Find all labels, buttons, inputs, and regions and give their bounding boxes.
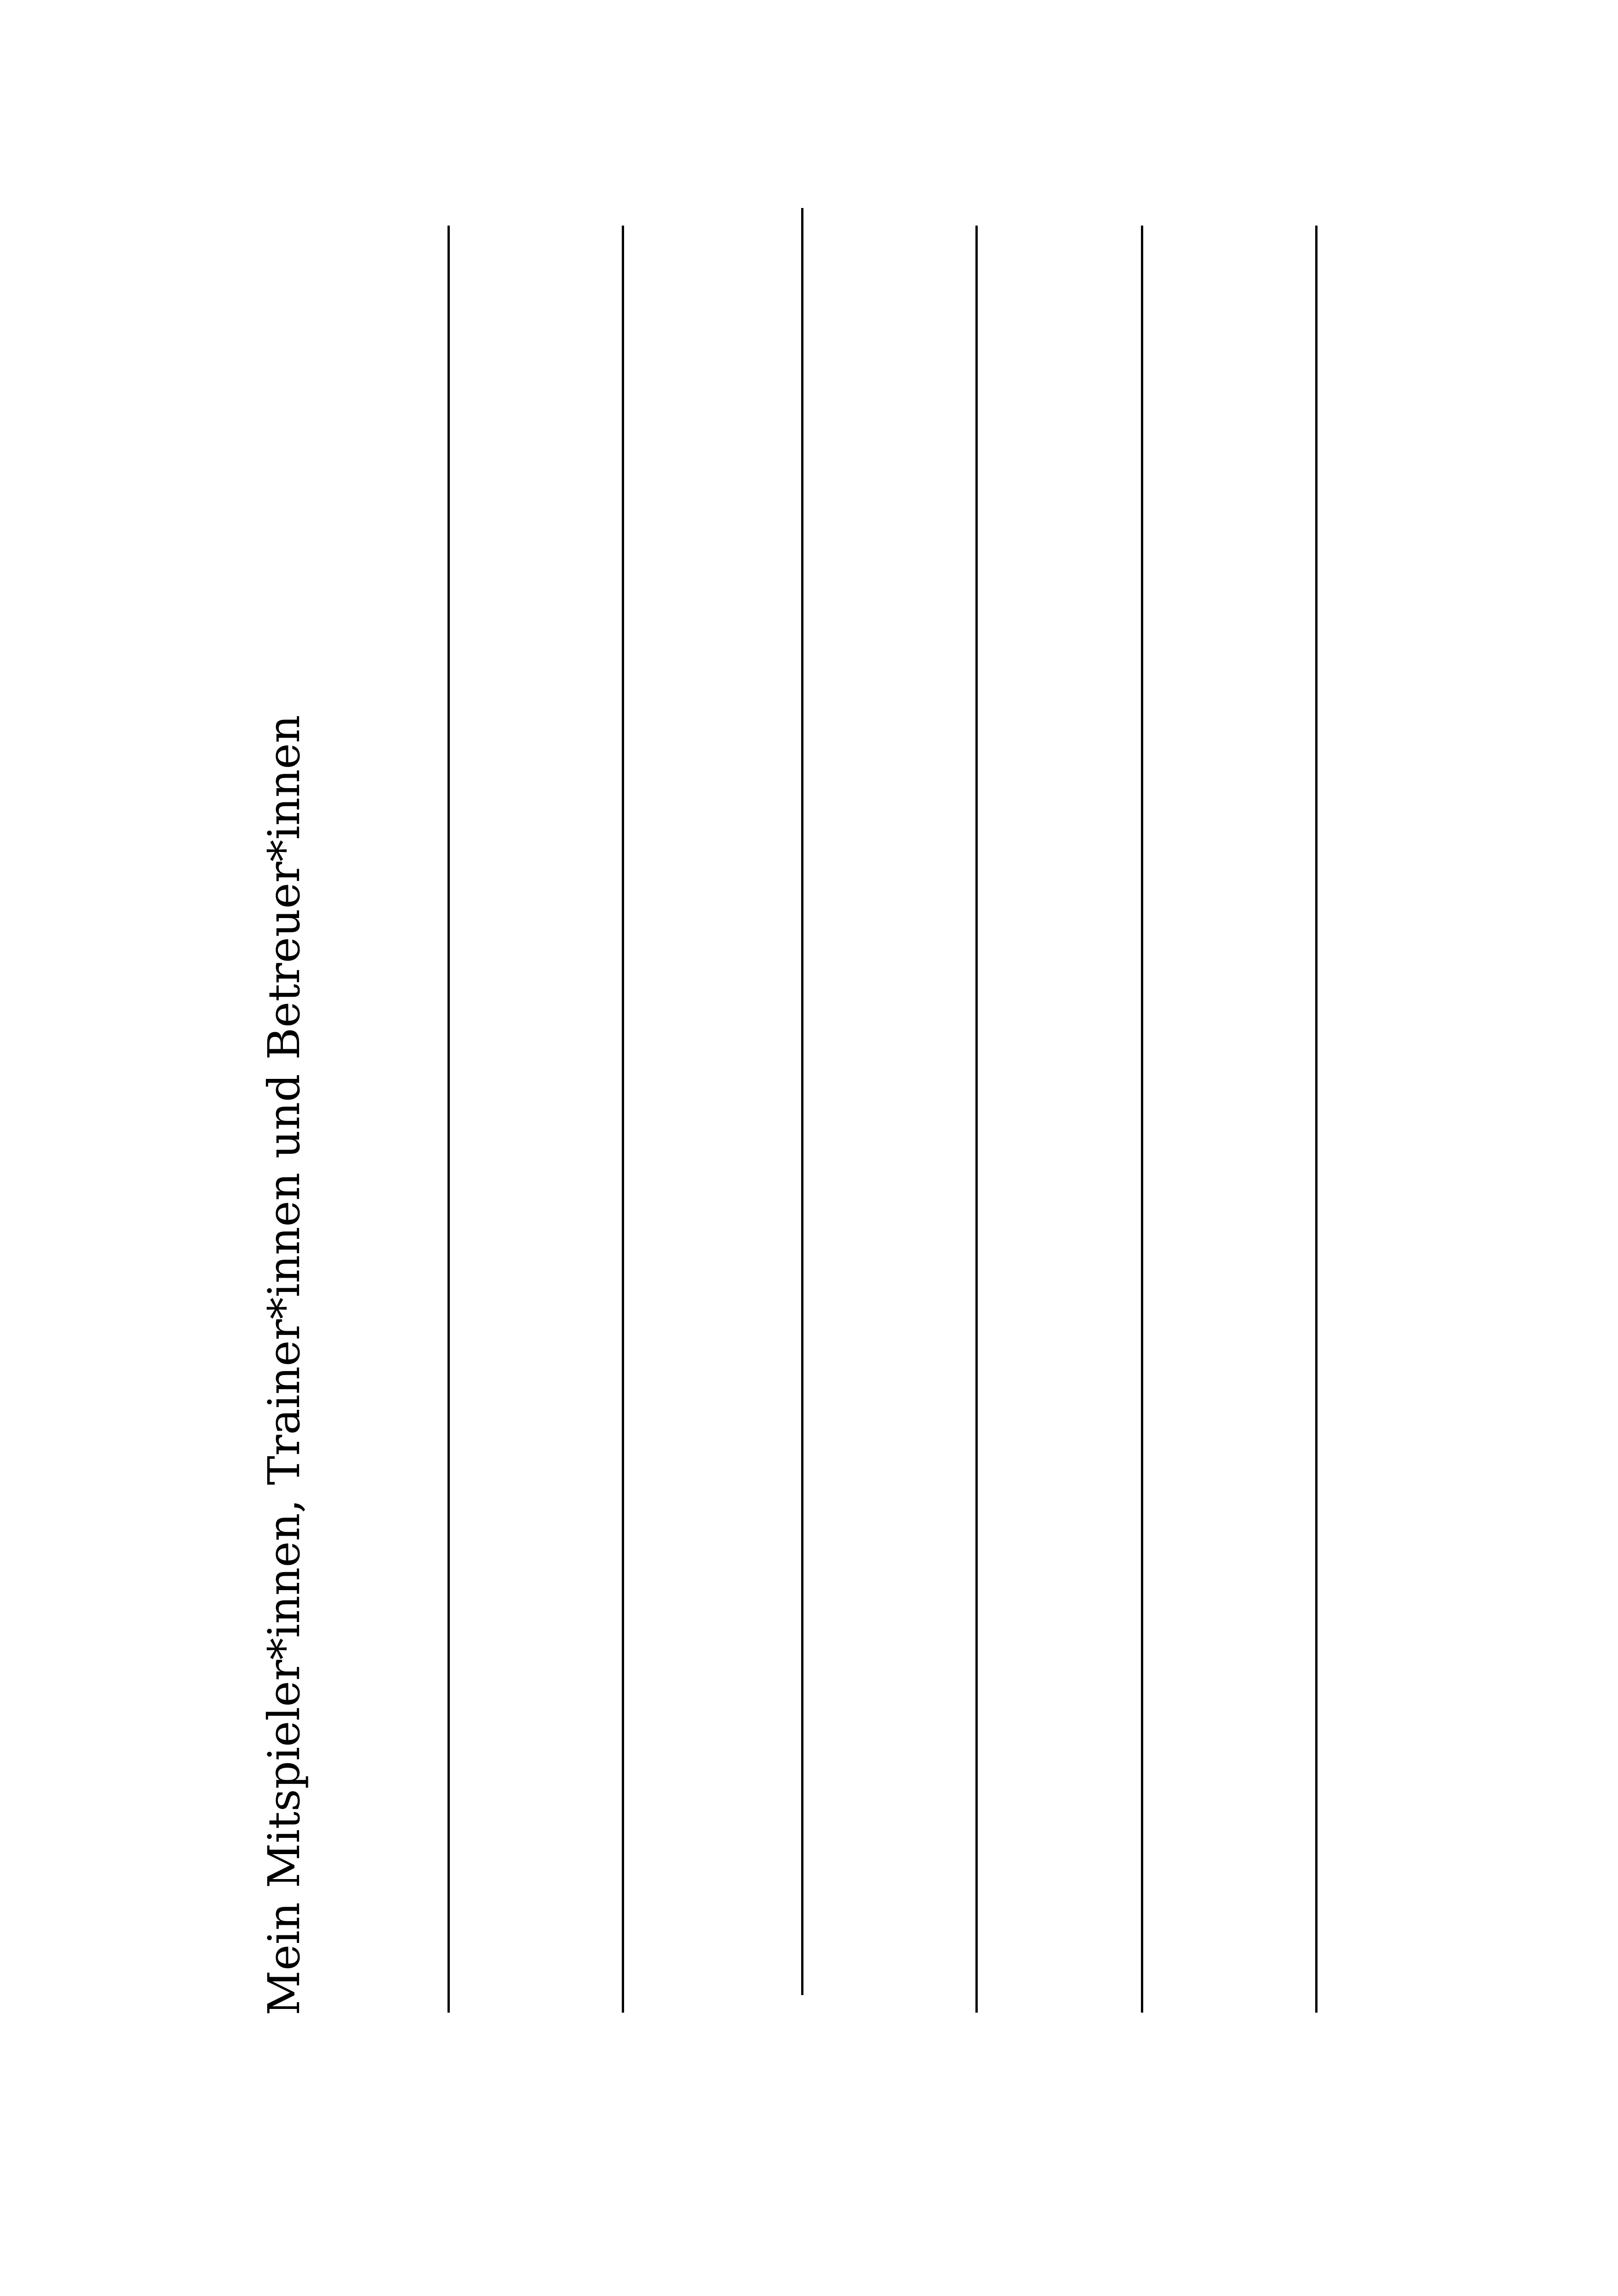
writing-line [622, 226, 624, 2013]
writing-line [447, 226, 450, 2013]
writing-line [975, 226, 978, 2013]
writing-line [1315, 226, 1318, 2013]
writing-line [1141, 226, 1143, 2013]
page-heading: Mein Mitspieler*innen, Trainer*innen und Betreuer*innen [259, 715, 310, 2015]
writing-line [801, 208, 803, 1995]
